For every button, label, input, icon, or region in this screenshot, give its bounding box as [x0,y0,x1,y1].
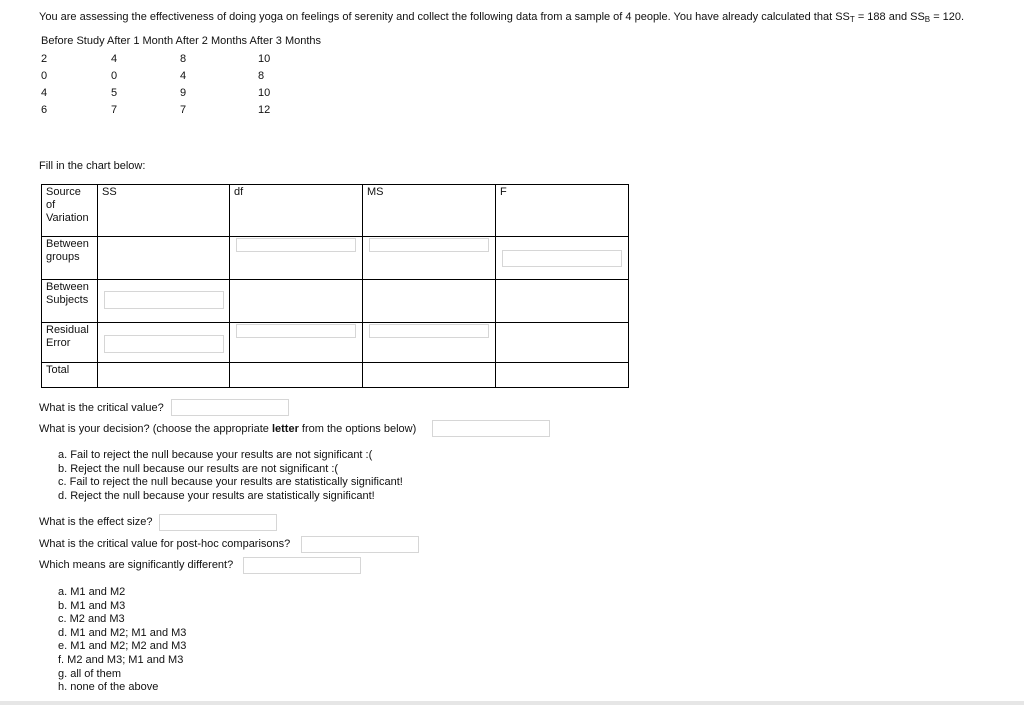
decision-question: What is your decision? (choose the appropriate letter from the options below) [39,423,417,435]
bottom-scroll-edge [0,701,1024,705]
data-cell: 2 [41,53,48,65]
f-header: F [496,185,629,237]
anova-table [41,184,629,388]
row-total: Total [42,363,98,388]
critical-value-input[interactable] [171,399,289,416]
decision-input[interactable] [432,420,550,437]
ms-between-groups-cell [363,237,496,280]
means-option-g: g. all of them [58,667,121,680]
ss-between-groups-cell [98,237,230,280]
decision-option-a: a. Fail to reject the null because your results are not significant :( [58,449,373,461]
f-residual-cell [496,323,629,363]
ms-residual-cell [363,323,496,363]
ms-header: MS [363,185,496,237]
df-residual-cell [230,323,363,363]
ms-residual-input[interactable] [369,324,489,338]
data-cell: 0 [111,70,118,82]
ss-residual-input[interactable] [104,335,224,353]
means-option-e: e. M1 and M2; M2 and M3 [58,640,187,653]
critical-value-question: What is the critical value? [39,402,164,414]
means-option-a: a. M1 and M2 [58,586,126,598]
data-cell: 6 [41,104,48,116]
means-option-c: c. M2 and M3 [58,613,125,626]
decision-option-c: c. Fail to reject the null because your results are statistically significant! [58,476,403,489]
decision-option-d: d. Reject the null because your results are statistically significant! [58,489,375,502]
df-between-subjects-cell [230,280,363,323]
data-cell: 10 [258,53,271,65]
means-option-b: b. M1 and M3 [58,599,126,612]
means-option-f: f. M2 and M3; M1 and M3 [58,653,184,666]
ss-between-subjects-cell [98,280,230,323]
df-between-groups-cell [230,237,363,280]
posthoc-question: What is the critical value for post-hoc comparisons? [39,538,291,550]
ss-header: SS [98,185,230,237]
ms-between-groups-input[interactable] [369,238,489,252]
row-between-subjects: Between Subjects [42,280,98,323]
effect-size-question: What is the effect size? [39,516,153,528]
data-cell: 7 [180,104,187,116]
ss-between-subjects-input[interactable] [104,291,224,309]
data-cell: 0 [41,70,48,82]
posthoc-input[interactable] [301,536,419,553]
data-cell: 4 [41,87,48,99]
data-cell: 12 [258,104,271,116]
f-between-groups-input[interactable] [502,250,622,267]
data-cell: 4 [111,53,118,65]
df-header: df [230,185,363,237]
decision-option-b: b. Reject the null because our results are not significant :( [58,462,339,475]
fill-in-label: Fill in the chart below: [39,160,146,172]
df-total-cell [230,363,363,388]
f-between-subjects-cell [496,280,629,323]
problem-statement: You are assessing the effectiveness of doing yoga on feelings of serenity and collect the following data from a sample of 4 people. You have already calculated that $SS_T = 188$ and $SS_B = 120$. [39,11,965,24]
data-cell: 4 [180,70,187,82]
effect-size-input[interactable] [159,514,277,531]
ms-total-cell [363,363,496,388]
data-cell: 5 [111,87,118,99]
ms-between-subjects-cell [363,280,496,323]
row-between-groups: Between groups [42,237,98,280]
means-options [38,586,186,695]
df-residual-input[interactable] [236,324,356,338]
source-header: Source of Variation [42,185,98,237]
ss-residual-cell [98,323,230,363]
f-total-cell [496,363,629,388]
which-means-input[interactable] [243,557,361,574]
data-cell: 8 [258,70,265,82]
which-means-question: Which means are significantly different? [39,559,234,571]
row-residual-error: Residual Error [42,323,98,363]
df-between-groups-input[interactable] [236,238,356,252]
f-between-groups-cell [496,237,629,280]
decision-options [38,449,403,503]
data-cell: 8 [180,53,187,65]
data-cell: 10 [258,87,271,99]
means-option-d: d. M1 and M2; M1 and M3 [58,626,187,639]
data-table-header: Before Study After 1 Month After 2 Months After 3 Months [41,35,322,47]
data-cell: 7 [111,104,118,116]
data-cell: 9 [180,87,187,99]
means-option-h: h. none of the above [58,681,159,694]
ss-total-cell [98,363,230,388]
